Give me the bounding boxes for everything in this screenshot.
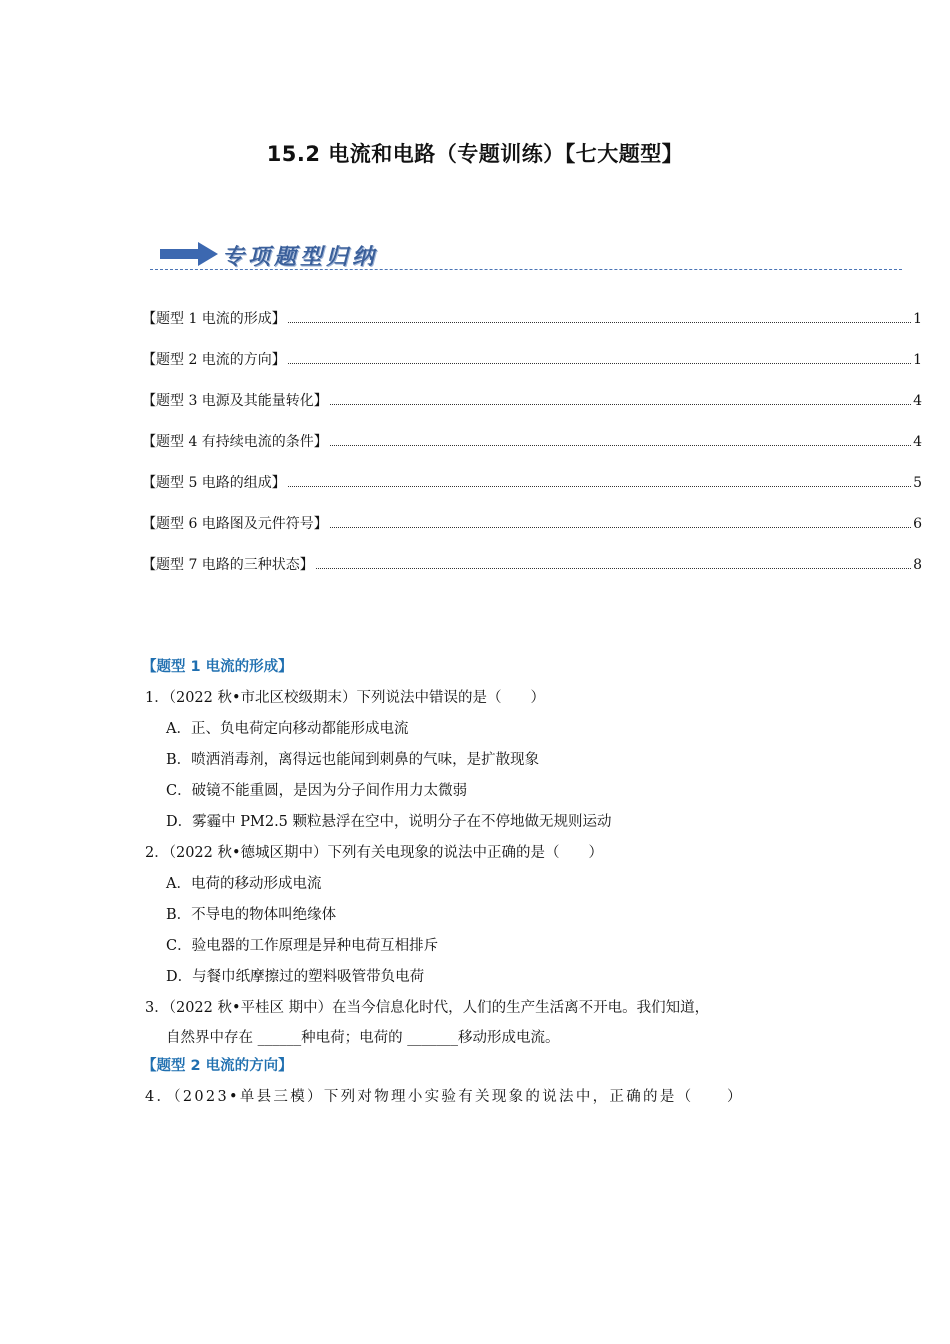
question-option: A．电荷的移动形成电流 bbox=[166, 876, 322, 892]
section-banner bbox=[150, 236, 902, 276]
toc-item[interactable] bbox=[142, 308, 922, 328]
question-option: D．雾霾中 PM2.5 颗粒悬浮在空中，说明分子在不停地做无规则运动 bbox=[166, 814, 612, 830]
toc-item-page: 1 bbox=[913, 352, 922, 368]
toc-item[interactable] bbox=[142, 390, 922, 410]
section-heading: 【题型 1 电流的形成】 bbox=[142, 659, 293, 675]
toc-item-label: 【题型 5 电路的组成】 bbox=[142, 475, 286, 491]
toc-item-label: 【题型 7 电路的三种状态】 bbox=[142, 557, 314, 573]
question-stem: 3．（2022 秋•平桂区 期中）在当今信息化时代，人们的生产生活离不开电。我们知道， bbox=[145, 1000, 710, 1016]
banner-title: 专项题型归纳 bbox=[222, 244, 379, 270]
section-heading: 【题型 2 电流的方向】 bbox=[142, 1058, 293, 1074]
page-title: 15.2 电流和电路（专题训练）【七大题型】 bbox=[266, 142, 684, 166]
toc-item[interactable] bbox=[142, 472, 922, 492]
toc-leader bbox=[330, 403, 911, 405]
toc-leader bbox=[288, 485, 911, 487]
toc-item[interactable] bbox=[142, 554, 922, 574]
question-option: B．不导电的物体叫绝缘体 bbox=[166, 907, 337, 923]
toc-item[interactable] bbox=[142, 349, 922, 369]
question-option: B．喷洒消毒剂，离得远也能闻到刺鼻的气味，是扩散现象 bbox=[166, 752, 540, 768]
toc-item-page: 5 bbox=[913, 475, 922, 491]
toc-item-label: 【题型 4 有持续电流的条件】 bbox=[142, 434, 328, 450]
toc-item[interactable] bbox=[142, 513, 922, 533]
question-option: D．与餐巾纸摩擦过的塑料吸管带负电荷 bbox=[166, 969, 425, 985]
question-option: C．破镜不能重圆，是因为分子间作用力太微弱 bbox=[166, 783, 468, 799]
banner-divider bbox=[150, 269, 902, 270]
question-option: A．正、负电荷定向移动都能形成电流 bbox=[166, 721, 409, 737]
question-stem: 1．（2022 秋•市北区校级期末）下列说法中错误的是（ ） bbox=[145, 690, 546, 706]
question-option: C．验电器的工作原理是异种电荷互相排斥 bbox=[166, 938, 439, 954]
toc-leader bbox=[330, 444, 911, 446]
toc-item-page: 4 bbox=[913, 434, 922, 450]
toc-item-label: 【题型 2 电流的方向】 bbox=[142, 352, 286, 368]
right-arrow-icon bbox=[160, 242, 218, 270]
toc-item-label: 【题型 1 电流的形成】 bbox=[142, 311, 286, 327]
toc-item-page: 4 bbox=[913, 393, 922, 409]
toc-item-page: 1 bbox=[913, 311, 922, 327]
toc-leader bbox=[288, 321, 911, 323]
toc-item-label: 【题型 6 电路图及元件符号】 bbox=[142, 516, 328, 532]
toc-leader bbox=[330, 526, 911, 528]
question-stem: 4．（2023•单县三模）下列对物理小实验有关现象的说法中，正确的是（ ） bbox=[145, 1089, 744, 1105]
question-stem: 2．（2022 秋•德城区期中）下列有关电现象的说法中正确的是（ ） bbox=[145, 845, 604, 861]
toc-item-label: 【题型 3 电源及其能量转化】 bbox=[142, 393, 328, 409]
toc-item-page: 8 bbox=[913, 557, 922, 573]
toc-leader bbox=[316, 567, 911, 569]
toc-leader bbox=[288, 362, 911, 364]
question-continuation: 自然界中存在 ______种电荷；电荷的 _______移动形成电流。 bbox=[166, 1030, 560, 1046]
toc-item-page: 6 bbox=[913, 516, 922, 532]
toc-item[interactable] bbox=[142, 431, 922, 451]
